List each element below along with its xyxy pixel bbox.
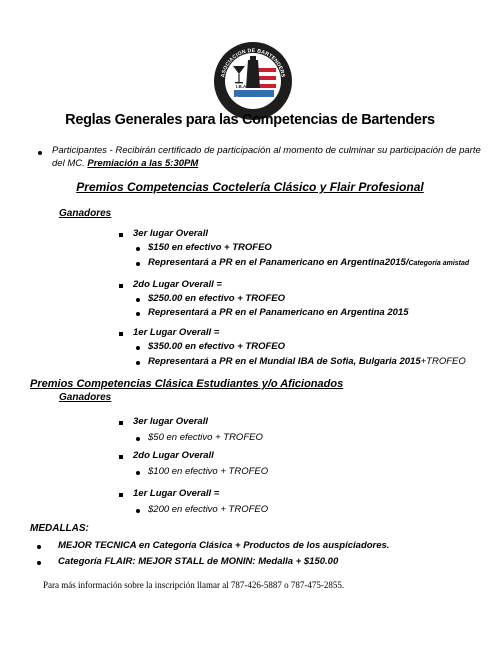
s2-place-3-label: 3er lugar Overall [133,416,208,427]
s1-place-3-item-2-text: Representará a PR en el Panamericano en Argentina2015/ [148,257,409,268]
s1-place-3-label: 3er lugar Overall [133,228,208,239]
page-title: Reglas Generales para las Competencias de Bartenders [65,112,435,128]
medalla-item-2: Categoría FLAIR: MEJOR STALL de MONIN: Medalla + $150.00 [58,556,339,567]
s1-place-1-item-2-text: Representará a PR en el Mundial IBA de Sofia, Bulgaria 2015 [148,356,421,367]
bullet-dot-icon [38,151,42,155]
association-logo [212,40,294,122]
intro-line-1: Participantes - Recibirán certificado de participación al momento de culminar su participación de parte [52,145,481,156]
logo-iba-text: I.B.A. [236,84,248,89]
logo-shaker-icon [246,56,260,88]
s1-place-2-label: 2do Lugar Overall = [133,279,222,290]
s1-place-2-item-2: Representará a PR en el Panamericano en Argentina 2015 [148,307,409,318]
contact-info: Para más información sobre la inscripción llamar al 787-426-5887 o 787-475-2855. [43,580,345,590]
s1-place-1-label: 1er Lugar Overall = [133,327,220,338]
square-bullet-icon [119,284,123,288]
s2-place-2-item-1: $100 en efectivo + TROFEO [148,466,269,477]
bullet-dot-icon [136,346,140,350]
s1-place-1-suffix: +TROFEO [420,356,466,367]
s1-place-2-item-1: $250.00 en efectivo + TROFEO [148,293,286,304]
square-bullet-icon [119,421,123,425]
bullet-dot-icon [37,561,41,565]
section1-heading: Premios Competencias Coctelería Clásico y Flair Profesional [76,180,424,194]
section2-ganadores: Ganadores [59,392,112,403]
s1-place-1-item-2 [148,356,466,367]
bullet-dot-icon [136,437,140,441]
section2-heading: Premios Competencias Clásica Estudiantes y/o Aficionados [30,378,344,390]
square-bullet-icon [119,493,123,497]
intro-line-2-prefix: del MC. [52,158,88,169]
bullet-dot-icon [136,471,140,475]
premiacion-time: Premiación a las 5:30PM [87,158,199,169]
square-bullet-icon [119,233,123,237]
bullet-dot-icon [37,545,41,549]
s2-place-2-label: 2do Lugar Overall [133,450,214,461]
logo-ring-top-text: ASOCIACION DE BARTENDERS [220,47,286,79]
s2-place-1-label: 1er Lugar Overall = [133,488,220,499]
logo-ring-bottom-text: PUERTO RICO [232,96,274,109]
bullet-dot-icon [136,298,140,302]
s1-place-3-item-1: $150 en efectivo + TROFEO [148,242,272,253]
s1-place-3-item-2 [148,257,469,268]
square-bullet-icon [119,455,123,459]
intro-line-2 [52,158,198,169]
s1-place-1-item-1: $350.00 en efectivo + TROFEO [148,341,286,352]
s2-place-3-item-1: $50 en efectivo + TROFEO [148,432,263,443]
bullet-dot-icon [136,509,140,513]
bullet-dot-icon [136,361,140,365]
bullet-dot-icon [136,247,140,251]
bullet-dot-icon [136,312,140,316]
medallas-heading: MEDALLAS: [30,523,89,534]
section1-ganadores: Ganadores [59,208,112,219]
square-bullet-icon [119,332,123,336]
s2-place-1-item-1: $200 en efectivo + TROFEO [148,504,269,515]
medalla-item-1: MEJOR TECNICA en Categoría Clásica + Productos de los auspiciadores. [58,540,390,551]
bullet-dot-icon [136,262,140,266]
s1-place-3-suffix: Categoría amistad [408,260,470,267]
